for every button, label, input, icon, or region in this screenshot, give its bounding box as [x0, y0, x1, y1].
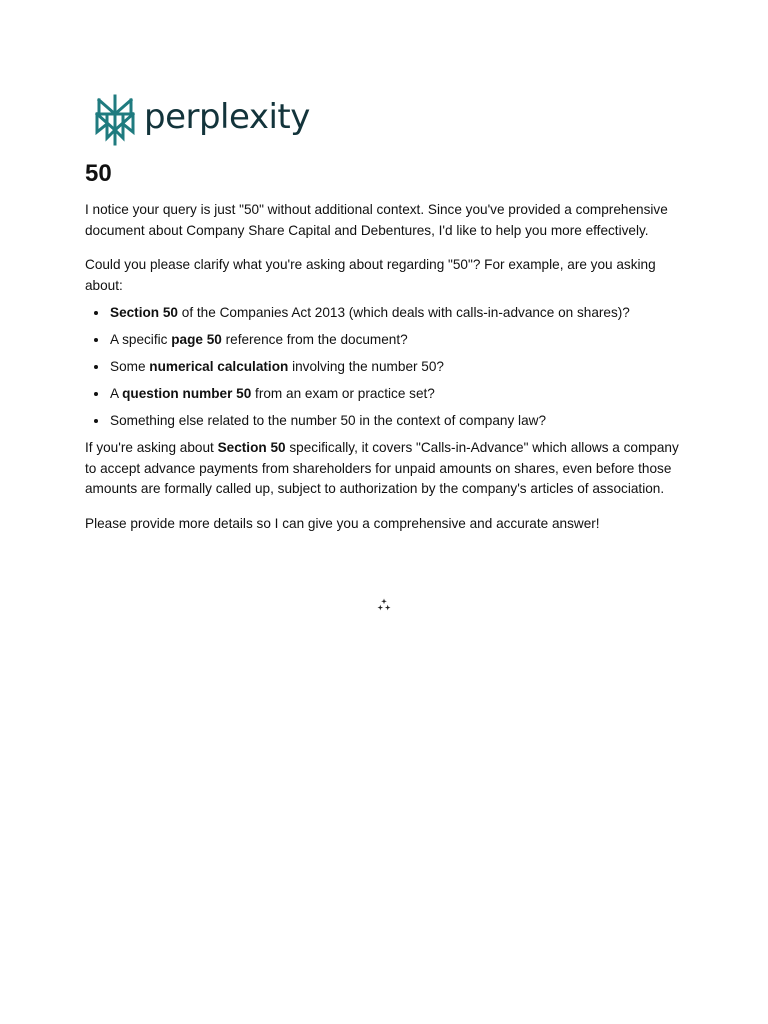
intro-paragraph: I notice your query is just "50" without additional context. Since you've provided a comprehensive document about Company Share Capital and Debentures, I'd like to help you more effectively.	[85, 202, 668, 238]
list-item: • A specific page 50 reference from the document?	[109, 330, 680, 351]
brand-wordmark: perplexity	[144, 97, 310, 137]
options-list	[85, 303, 680, 432]
list-item: • Section 50 of the Companies Act 2013 (which deals with calls-in-advance on shares)?	[109, 303, 680, 324]
list-item: • Something else related to the number 50 in the context of company law?	[109, 411, 680, 432]
answer-page	[85, 92, 680, 534]
list-item: • A question number 50 from an exam or practice set?	[109, 384, 680, 405]
sparkle-cluster-icon	[377, 598, 391, 612]
perplexity-logo	[94, 92, 680, 148]
list-item: • Some numerical calculation involving the number 50?	[109, 357, 680, 378]
perplexity-mark-icon	[94, 94, 136, 146]
section-note-paragraph: If you're asking about Section 50 specifically, it covers "Calls-in-Advance" which allows a company to accept advance payments from shareholders for unpaid amounts on shares, even before those amounts are formally called up, subject to authorization by the company's articles of association.	[85, 440, 679, 497]
page-title: 50	[85, 160, 112, 187]
clarify-paragraph: Could you please clarify what you're asking about regarding "50"? For example, are you asking about:	[85, 257, 656, 293]
closing-paragraph: Please provide more details so I can give you a comprehensive and accurate answer!	[85, 515, 600, 531]
